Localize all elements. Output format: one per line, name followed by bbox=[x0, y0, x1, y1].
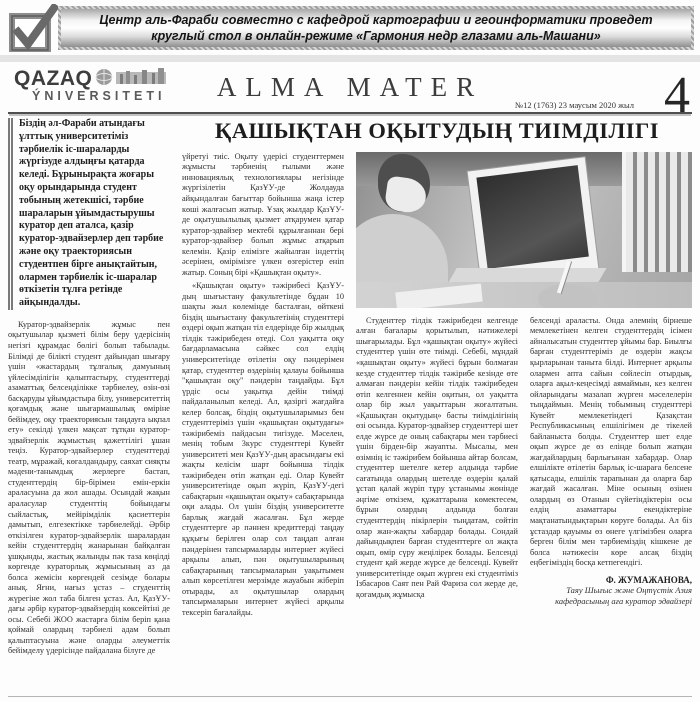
photo-window-blinds bbox=[622, 152, 692, 272]
masthead bbox=[8, 64, 692, 124]
author-name: Ф. ЖУМАЖАНОВА, bbox=[605, 574, 692, 585]
logo-text-bottom: ÝNIVERSITETI bbox=[32, 89, 166, 103]
column-2 bbox=[182, 152, 344, 696]
column-4 bbox=[530, 316, 692, 696]
announcement-banner bbox=[0, 4, 700, 52]
checkmark-icon bbox=[6, 4, 62, 52]
banner-text: Центр аль-Фараби совместно с кафедрой картографии и геоинформатики проведет круглый стол в онлайн-режиме «Гармония недр глазами аль-Машани» bbox=[99, 12, 653, 43]
newspaper-title: ALMA MATER bbox=[216, 72, 484, 102]
photo-laptop-screen bbox=[468, 157, 599, 283]
issue-date: №12 (1763) 23 маусым 2020 жыл bbox=[515, 100, 634, 110]
author-block bbox=[530, 575, 692, 607]
banner-bar bbox=[58, 6, 694, 50]
paragraph: белсенді араласты. Онда әлемнің бірнеше мемлекетінен келген студенттердің ісімен айналысатын студенттер ұйымы бар. Биылғы барған студенттеріміз де өздерін жақсы қырларынан таныта білді. Интернет арқылы олармен апта сайын сөйлесіп отырдық, оларға ақыл-кеңесімді аямаймын, кез келген ойларындағы мазалап жүрген мәселелерін тыңдаймын. Менің тобымның студенттері Кувейт мемлекетіндегі Қазақстан Республикасының елшілігімен де тікелей байланыста болды. Студенттер шет елде оқып жүрсе де өз елінде болып жатқан жағдайлардың барлығынан хабардар. Олар елшілікте өтілетін барлық іс-шараға белсене қатысады, елшілік тарапынан да оларға бар жағдай жасалған. Міне осының өзінен олардың өз Отанын сүйетіндіктерін осы елдің азаматтары екендіктеріне мақтанатындықтарын көруге болады. Ал біз ұстаздар қауымы өз өнеге үлгімізбен оларға берген білім мен тәрбиеміздің кішкене де болса нәтижесін көре алсақ біздің еңбегіміздің босқа кетпегендігі. bbox=[530, 315, 692, 568]
page-number: 4 bbox=[664, 67, 690, 124]
logo-text-top: QAZAQ bbox=[14, 66, 93, 90]
author-affiliation: Таяу Шығыс және Оңтүстік Азия кафедрасының аға куратор эдвайзері bbox=[555, 584, 692, 606]
paragraph: Студенттер тілдік тәжірибеден келгенде алған бағалары қорытылып, нәтижелері шығарылады. Бұл «қашықтан оқыту» жүйесі студенттер үшін өте тиімді. Себебі, мұндай «қашықтан оқыту» жүйесі бұрын болмаған кезде студенттер тілдік тәжірибе кезінде өте алмаған пәндерін кейін тілдік тәжірибеден өтіп келгеннен кейін оқитын, ол уақытта олар бір жыл уақыттарын жоғалтатын. «Қашықтан оқытудың» басты тиімділігінің өзі осында. Куратор-эдвайзер студенттері шет елде жүрсе де оның сабақтары мен тәрбиесі үшін бірден-бір жауапты. Мысалы, мен өзімнің іс тәжірибем бойынша айтар болсам, студенттер шетелге кетер алдында тәрбие сағатында олардың шетелде өздерін қалай ұстап қалай жүріп тұру ұстанымы жөнінде әңгіме өткізем, құжаттарына көмектесем, бұрын олардың алдында болған студенттердің пікірлерін тыңдатам, сөйтіп олар жан-жақты хабардар болады. Сондай дайындықпен барған студенттерге ол жақта оқып, өмір сүру жеңілірек болады. Белсенді студент қай жерде жүрсе де белсенді. Кувейт университетінде оқып жүрген екі студентіміз Ізбасаров Саят пен Рай Фариза сол жерде де, қоғамдық жұмысқа bbox=[356, 315, 518, 599]
paragraph: «Қашықтан оқыту» тәжірибесі ҚазҰУ-дың шығыстану факультетінде бұдан 10 шақты жыл көлемінде басталған, өйткені біздің шығыстану факультетінің студенттері өздері оқып жатқан тіл елдерінде бір жылдық тілдік тәжірибеден өтеді. Сол уақытта оқу бағдарламасына сәйкес сол елдің университетінде өтілетін оқу пәндерімен қатар, студенттер өздерінің қалауы бойынша "қашықтан оқу" пәндерін таңдайды. Бұл үрдіс осы уақытқа дейін тиімді пайдаланылып келеді. Ал, қазіргі жағдайға келер болсақ, біздің оқытушыларымыз бен студенттеріміз үшін «қашықтан оқытудағы» тәжірибеміз пайдасын тигізуде. Мәселен, менің тобым 3курс студенттері Кувейт университеті мен ҚазҰУ-дың арасындағы екі жақты келісім шарт бойынша тілдік тәжірибеден өтіп жатқан еді. Олар Кувейт университетінде оқып жүріп, ҚазҰУ-дегі сабақтарын «қашықтан оқыту» сабақтарында оқи алады. Ол үшін біздің университетте барлық жағдай жасалған. Бұл жерде студенттерге әр пәннен кредиттерді таңдау құқығы берілген олар сол таңдап алған пәндерінен тапсырмаларды интернет жүйесі арқылы алып, пән оқытушыларының сабақтарының тапсырмаларын уақытымен алып көрсетілген мерзімде жауабын жіберіп отырады, ал оқытушылар олардың тапсырмаларын интернет жүйесі арқылы тексеріп бағалайды. bbox=[182, 281, 344, 617]
column-3 bbox=[356, 316, 518, 696]
article-photo bbox=[356, 152, 692, 308]
column-1 bbox=[8, 118, 170, 696]
article-content bbox=[8, 118, 692, 697]
photo-hand bbox=[538, 284, 598, 308]
paragraph: Куратор-эдвайзерлік жұмыс пен оқытушылар қызметі білім беру үдерісінің негізгі құрамдас бөлігі болып табылады. Білімді де білікті студент дайындап шығару үшін «жастардың тұлғалық дамуының үйлесімділігін қалыптастыру, студенттерді азаматтық белсенділікке тәрбиелеу, өзін-өзі басқаруды ұйымдастыра білу, университеттің қоғамдық және шығармашылық өміріне бейімдеу, оқу траекториясын таңдауға ықпал ету» секілді үлкен мақсат тұтқан куратор-эдвайзерлік жұмыстың қажеттілігі ұшан теңіз. Куратор-эдвайзерлер студенттерді театр, мұражай, көгалдандыру, саяхат сияқты мәдени-танымдық жерлерге бастап, студенттердің бір-бірімен емін-еркін араласуына да жол ашады. Осындай жақын араласулар студенттің бойындағы сыйластық, мейірімділік қасиеттерін дамытып, елгезектікке тәрбиелейді. Әрбір өткізілген куратор-эдвайзерлік шаралардан кейін студенттердің жанарынан байқалған ұшқынды, жастық жалынды пәк таза көңілді көргенде кураторлық жұмысының аз да болса жемісін көргендей сезімде болары анық. Яғни, нағыз ұстаз – студенттің жүрегіне жол таба білген ұстаз. Ал, ҚазҰУ-дағы әрбір куратор-эдвайзердің көксейтіні де осы. Себебі ЖОО жастарға білім беріп қана қоймай олардың тәрбиелі адам болып қалыптасуына және оларды әлеуметтік бейімделу үдерісінде пайдалана білуге де bbox=[8, 319, 170, 656]
divider-band bbox=[0, 55, 700, 62]
paragraph: үйретуі тиіс. Оқыту үдерісі студенттермен жұмысты тәрбиенің ғылыми және инновациялық технологиялары негізінде жүргізілетін ҚазҰУ-де Жолдауда айқындалған бағыттар бойынша жаңа істер көші жалғасып жатыр. Ұзақ жылдар ҚазҰУ-де оқытушылылық қызмет атқарумен қатар куратор-эдвайзер мектебі құрылғаннан бері куратор-эдвайзер болып жұмыс атқарып келемін. Қазір елімізге жайылған індеттің әсерінен, өмірімізге үлкен өзгерістер еніп жатыр. Соның бірі «Қашықтан оқыту». bbox=[182, 151, 344, 277]
article-headline: ҚАШЫҚТАН ОҚЫТУДЫҢ ТИІМДІЛІГІ bbox=[214, 118, 660, 143]
article-lead: Біздің әл-Фараби атындағы ұлттық университетіміз тәрбиелік іс-шараларды жүргізуде алдыңғы қатарда келеді. Бұрынырақта жоғары оқу орындарында студент тобының жетекшісі, тәрбие шараларын ұйымдастырушы куратор деп аталса, қазір куратор-эдвайзерлер деп тәрбие және оқу траекториясын студентпен бірге анықтайтын, олармен тәрбиелік іс-шаралар өткізетін тұлға ретінде айқындалды. bbox=[8, 118, 170, 310]
